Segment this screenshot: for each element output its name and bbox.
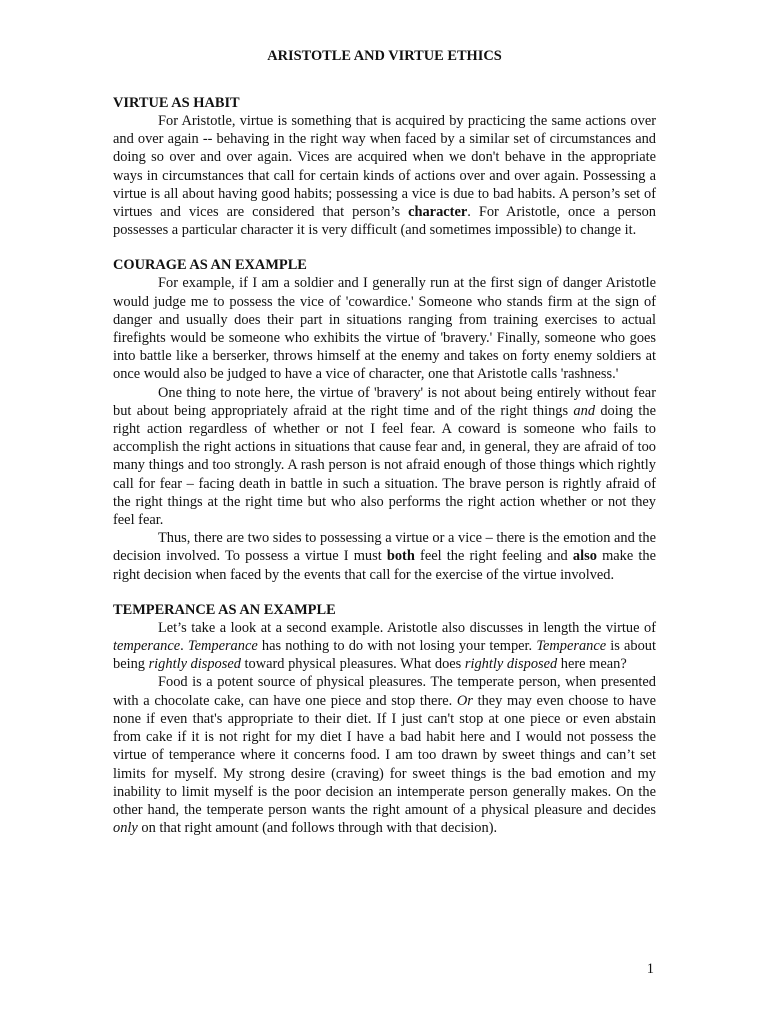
paragraph (113, 673, 656, 837)
text-run: make the right decision when faced by the events that call for the exercise of the virtue involved. (113, 548, 656, 583)
text-run: Thus, there are two sides to possessing a virtue or a vice – there is the emotion and the decision involved. To possess a virtue I must (113, 530, 656, 565)
section-heading: VIRTUE AS HABIT (113, 95, 240, 111)
paragraph (113, 112, 656, 239)
italic-text: Or (456, 692, 473, 709)
document-title: ARISTOTLE AND VIRTUE ETHICS (267, 48, 502, 64)
paragraph (113, 384, 656, 530)
text-run: Food is a potent source of physical pleasures. The temperate person, when presented with a chocolate cake, can have one piece and stop there. (113, 674, 656, 709)
text-run: feel the right feeling and (414, 548, 573, 565)
text-run: For example, if I am a soldier and I generally run at the first sign of danger Aristotle would judge me to possess the vice of 'cowardice.' Someone who stands firm at the sign of danger and usually does their part in situations ranging from training exercises to actual firefights would be someone who exhibits the virtue of 'bravery.' Finally, someone who goes into battle like a berserker, throws himself at the enemy and takes on forty enemy soldiers at once would also be judged to have a vice of character, one that Aristotle calls 'rashness.' (113, 275, 656, 383)
text-run: doing the right action regardless of whether or not I feel fear. A coward is someone who fails to accomplish the right actions in situations that cause fear and, in general, they are afraid of too many things and too strongly. A rash person is not afraid enough of those things which rightly call for fear – facing death in battle in such a situation. The brave person is rightly afraid of the right things at the right time but who also performs the right action whether or not they feel fear. (113, 402, 657, 529)
text-run: here mean? (557, 656, 627, 673)
text-run: . For Aristotle, once a person possesses a particular character it is very difficult (and sometimes impossible) to change it. (113, 204, 656, 239)
italic-text: and (573, 402, 596, 419)
bold-text: also (572, 548, 597, 565)
page-number: 1 (646, 961, 654, 977)
italic-text: temperance (113, 638, 181, 655)
paragraph (113, 529, 656, 584)
section-heading: COURAGE AS AN EXAMPLE (113, 257, 307, 274)
bold-text: character (408, 204, 468, 221)
section-temperance-as-an-example (113, 601, 656, 837)
text-run: For Aristotle, virtue is something that is acquired by practicing the same actions over and over again -- behaving in the right way when faced by a similar set of circumstances and doing so over and over again. Vices are acquired when we don't behave in the appropriate ways in circumstances that call for certain kinds of actions over and over again. Possessing a virtue is all about having good habits; possessing a vice is due to bad habits. A person’s set of virtues and vices are considered that person’s (113, 113, 656, 221)
text-run: toward physical pleasures. What does (240, 656, 465, 673)
section-heading: TEMPERANCE AS AN EXAMPLE (113, 601, 336, 618)
text-run: Let’s take a look at a second example. Aristotle also discusses in length the virtue of (158, 619, 656, 636)
text-run: One thing to note here, the virtue of 'bravery' is not about being entirely without fear but about being appropriately afraid at the right time and of the right things (113, 384, 656, 419)
text-run: has nothing to do with not losing your temper. (257, 638, 537, 655)
paragraph (113, 619, 656, 674)
italic-text: Temperance (187, 638, 258, 655)
italic-text: Temperance (536, 638, 607, 655)
italic-text: rightly disposed (148, 656, 241, 673)
italic-text: rightly disposed (464, 656, 558, 673)
section-courage-as-an-example (113, 256, 656, 583)
text-run: . (180, 638, 188, 655)
text-run: they may even choose to have none if even that's appropriate to their diet. If I just can't stop at one piece or even abstain from cake if it is not right for my diet I have a bad habit here and I would not possess the virtue of temperance where it concerns food. I am too drawn by sweet things and can’t set limits for myself. My strong desire (craving) for sweet things is the bad emotion and my inability to limit myself is the poor decision an intemperate person generally makes. On the other hand, the temperate person wants the right amount of a physical pleasure and decides (113, 692, 657, 818)
paragraph (113, 274, 656, 383)
text-run: on that right amount (and follows through with that decision). (137, 820, 498, 837)
text-run: is about being (113, 638, 657, 673)
italic-text: only (113, 820, 138, 837)
bold-text: both (386, 548, 415, 565)
section-virtue-as-habit (113, 94, 656, 239)
